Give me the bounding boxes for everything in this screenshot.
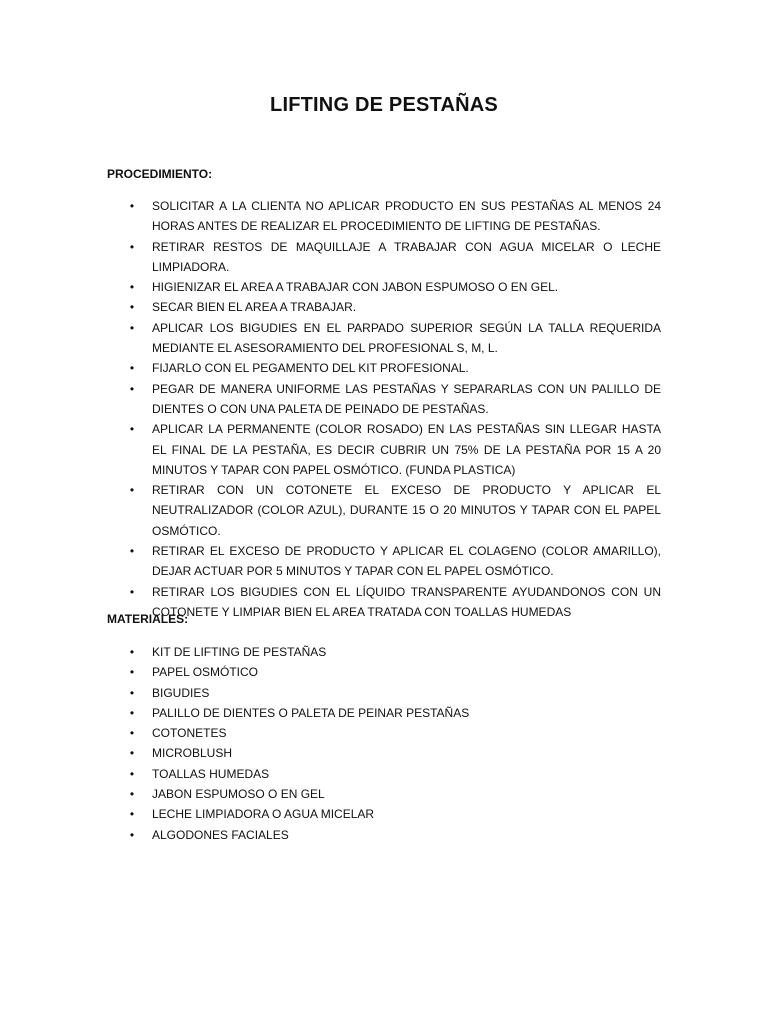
bullet-icon: • bbox=[129, 827, 135, 842]
material-item bbox=[126, 784, 661, 804]
bullet-icon: • bbox=[129, 746, 135, 761]
bullet-icon: • bbox=[129, 381, 135, 396]
bullet-icon: • bbox=[129, 320, 135, 335]
material-item-text: JABON ESPUMOSO O EN GEL bbox=[152, 787, 325, 802]
material-item-text: PAPEL OSMÓTICO bbox=[152, 665, 259, 680]
procedure-step-text: FIJARLO CON EL PEGAMENTO DEL KIT PROFESIONAL. bbox=[152, 361, 469, 376]
materials-list bbox=[126, 642, 661, 845]
procedure-step bbox=[126, 379, 661, 420]
procedure-step-text: RETIRAR RESTOS DE MAQUILLAJE A TRABAJAR CON AGUA MICELAR O LECHE LIMPIADORA. bbox=[152, 239, 661, 274]
material-item-text: ALGODONES FACIALES bbox=[152, 827, 289, 842]
procedure-step-text: RETIRAR LOS BIGUDIES CON EL LÍQUIDO TRANSPARENTE AYUDANDONOS CON UN COTONETE Y LIMPIAR BIEN EL AREA TRATADA CON TOALLAS HUMEDAS bbox=[152, 584, 661, 619]
procedure-step-text: RETIRAR CON UN COTONETE EL EXCESO DE PRODUCTO Y APLICAR EL NEUTRALIZADOR (COLOR AZUL), DURANTE 15 O 20 MINUTOS Y TAPAR CON EL PAPEL OSMÓTICO. bbox=[152, 483, 661, 538]
procedure-step-text: HIGIENIZAR EL AREA A TRABAJAR CON JABON ESPUMOSO O EN GEL. bbox=[152, 280, 559, 295]
procedure-step bbox=[126, 196, 661, 237]
bullet-icon: • bbox=[129, 726, 135, 741]
procedure-step-text: SOLICITAR A LA CLIENTA NO APLICAR PRODUCTO EN SUS PESTAÑAS AL MENOS 24 HORAS ANTES DE REALIZAR EL PROCEDIMIENTO DE LIFTING DE PESTAÑAS. bbox=[152, 199, 661, 234]
material-item-text: COTONETES bbox=[152, 726, 227, 741]
procedure-step bbox=[126, 582, 661, 623]
procedure-step-text: RETIRAR EL EXCESO DE PRODUCTO Y APLICAR EL COLAGENO (COLOR AMARILLO), DEJAR ACTUAR POR 5 MINUTOS Y TAPAR CON EL PAPEL OSMÓTICO. bbox=[152, 544, 661, 579]
material-item bbox=[126, 743, 661, 763]
bullet-icon: • bbox=[129, 239, 135, 254]
procedure-step bbox=[126, 419, 661, 480]
procedure-step bbox=[126, 297, 661, 317]
material-item bbox=[126, 642, 661, 662]
material-item-text: TOALLAS HUMEDAS bbox=[152, 766, 270, 781]
bullet-icon: • bbox=[129, 705, 135, 720]
material-item bbox=[126, 804, 661, 824]
bullet-icon: • bbox=[129, 361, 135, 376]
procedure-step-text: APLICAR LA PERMANENTE (COLOR ROSADO) EN LAS PESTAÑAS SIN LLEGAR HASTA EL FINAL DE LA PESTAÑA, ES DECIR CUBRIR UN 75% DE LA PESTAÑA POR 15 A 20 MINUTOS Y TAPAR CON PAPEL OSMÓTICO. (FUNDA PLASTICA) bbox=[152, 422, 661, 477]
bullet-icon: • bbox=[129, 422, 135, 437]
bullet-icon: • bbox=[129, 300, 135, 315]
procedure-step bbox=[126, 541, 661, 582]
procedure-step bbox=[126, 480, 661, 541]
procedure-step-text: PEGAR DE MANERA UNIFORME LAS PESTAÑAS Y SEPARARLAS CON UN PALILLO DE DIENTES O CON UNA PALETA DE PEINADO DE PESTAÑAS. bbox=[152, 381, 661, 416]
bullet-icon: • bbox=[129, 685, 135, 700]
bullet-icon: • bbox=[129, 584, 135, 599]
bullet-icon: • bbox=[129, 766, 135, 781]
materials-heading: MATERIALES: bbox=[107, 612, 189, 626]
material-item-text: MICROBLUSH bbox=[152, 746, 233, 761]
procedure-step bbox=[126, 358, 661, 378]
material-item bbox=[126, 764, 661, 784]
material-item bbox=[126, 703, 661, 723]
bullet-icon: • bbox=[129, 807, 135, 822]
procedure-step bbox=[126, 277, 661, 297]
document-title: LIFTING DE PESTAÑAS bbox=[270, 94, 498, 116]
bullet-icon: • bbox=[129, 665, 135, 680]
material-item bbox=[126, 723, 661, 743]
material-item-text: KIT DE LIFTING DE PESTAÑAS bbox=[152, 645, 327, 659]
bullet-icon: • bbox=[129, 280, 135, 295]
bullet-icon: • bbox=[129, 787, 135, 802]
procedure-list bbox=[126, 196, 661, 622]
procedure-step bbox=[126, 318, 661, 359]
bullet-icon: • bbox=[129, 645, 135, 659]
procedure-step-text: SECAR BIEN EL AREA A TRABAJAR. bbox=[152, 300, 357, 315]
bullet-icon: • bbox=[129, 199, 135, 213]
bullet-icon: • bbox=[129, 483, 135, 498]
material-item-text: PALILLO DE DIENTES O PALETA DE PEINAR PESTAÑAS bbox=[152, 705, 470, 720]
procedure-step-text: APLICAR LOS BIGUDIES EN EL PARPADO SUPERIOR SEGÚN LA TALLA REQUERIDA MEDIANTE EL ASESORAMIENTO DEL PROFESIONAL S, M, L. bbox=[152, 320, 661, 356]
bullet-icon: • bbox=[129, 544, 135, 559]
material-item bbox=[126, 662, 661, 682]
material-item-text: LECHE LIMPIADORA O AGUA MICELAR bbox=[152, 807, 375, 822]
procedure-heading: PROCEDIMIENTO: bbox=[107, 167, 213, 181]
material-item bbox=[126, 683, 661, 703]
procedure-step bbox=[126, 237, 661, 278]
material-item bbox=[126, 825, 661, 845]
material-item-text: BIGUDIES bbox=[152, 685, 210, 700]
